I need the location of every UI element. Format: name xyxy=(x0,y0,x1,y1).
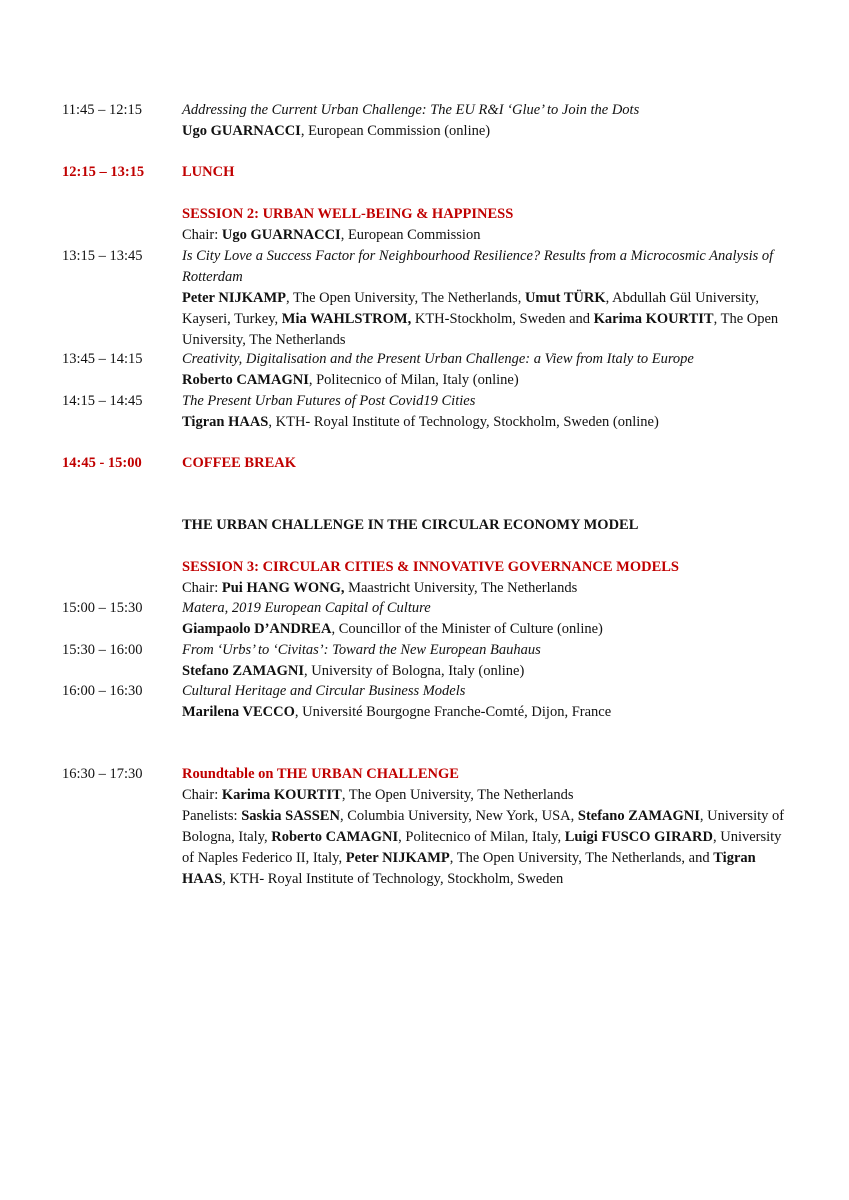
panelist-affiliation: , KTH- Royal Institute of Technology, Stockholm, Sweden xyxy=(222,871,564,887)
panelist-name: Peter NIJKAMP xyxy=(345,850,450,866)
chair-name: Karima KOURTIT xyxy=(221,787,342,803)
speaker-name: Tigran HAAS xyxy=(182,414,269,430)
chair-line xyxy=(182,578,822,599)
time-slot: 16:30 – 17:30 xyxy=(62,766,143,782)
speaker-affiliation: , University of Bologna, Italy (online) xyxy=(304,663,525,679)
speaker-line xyxy=(182,121,792,142)
panelist-name: Luigi FUSCO GIRARD xyxy=(564,829,713,845)
chair-affiliation: Maastricht University, The Netherlands xyxy=(344,580,578,596)
speaker-line xyxy=(182,619,792,640)
item-content xyxy=(182,349,792,391)
time-slot: 12:15 – 13:15 xyxy=(62,164,145,180)
talk-title: Matera, 2019 European Capital of Culture xyxy=(182,600,431,616)
time-slot: 15:30 – 16:00 xyxy=(62,642,143,658)
item-content xyxy=(182,764,792,890)
speaker-affiliation: , The Open University, The Netherlands, xyxy=(286,290,525,306)
talk-title: Is City Love a Success Factor for Neighbourhood Resilience? Results from a Microcosmic Analysis of Rotterdam xyxy=(182,248,774,285)
chair-prefix: Chair: xyxy=(182,787,222,803)
panelists-prefix: Panelists: xyxy=(182,808,242,824)
speaker-affiliation: , The Open University, The Netherlands xyxy=(182,311,779,348)
speaker-name: Stefano ZAMAGNI xyxy=(182,663,305,679)
time-slot: 14:15 – 14:45 xyxy=(62,393,143,409)
time-slot: 14:45 - 15:00 xyxy=(62,455,142,471)
speaker-name: Roberto CAMAGNI xyxy=(182,372,309,388)
speaker-affiliation: , Politecnico of Milan, Italy (online) xyxy=(308,372,519,388)
roundtable-prefix: Roundtable on xyxy=(182,766,277,782)
chair-line xyxy=(182,225,792,246)
session-title: SESSION 3: CIRCULAR CITIES & INNOVATIVE GOVERNANCE MODELS xyxy=(182,559,679,575)
chair-name: Pui HANG WONG, xyxy=(221,580,345,596)
item-content xyxy=(182,640,792,682)
speaker-affiliation: , KTH- Royal Institute of Technology, Stockholm, Sweden (online) xyxy=(268,414,659,430)
item-content xyxy=(182,100,792,142)
chair-affiliation: , European Commission xyxy=(340,227,481,243)
break-label: COFFEE BREAK xyxy=(182,455,296,471)
speaker-affiliation: , Université Bourgogne Franche-Comté, Dijon, France xyxy=(294,704,612,720)
chair-prefix: Chair: xyxy=(182,227,222,243)
panelist-affiliation: , Politecnico of Milan, Italy, xyxy=(398,829,565,845)
chair-prefix: Chair: xyxy=(182,580,222,596)
session-title: SESSION 2: URBAN WELL-BEING & HAPPINESS xyxy=(182,206,514,222)
speaker-name: Marilena VECCO xyxy=(182,704,295,720)
chair-affiliation: , The Open University, The Netherlands xyxy=(341,787,574,803)
panelist-affiliation: , Columbia University, New York, USA, xyxy=(339,808,578,824)
speaker-name: Peter NIJKAMP xyxy=(182,290,287,306)
speaker-line xyxy=(182,702,792,723)
item-content xyxy=(182,246,792,351)
time-slot: 15:00 – 15:30 xyxy=(62,600,143,616)
panelist-affiliation: , The Open University, The Netherlands, and xyxy=(449,850,714,866)
item-content xyxy=(182,391,792,433)
speaker-name: Ugo GUARNACCI xyxy=(182,123,301,139)
talk-title: The Present Urban Futures of Post Covid19 Cities xyxy=(182,393,476,409)
speaker-affiliation: , Abdullah Gül University, Kayseri, Turkey, xyxy=(182,290,759,327)
panelist-name: Stefano ZAMAGNI xyxy=(577,808,700,824)
time-slot: 13:45 – 14:15 xyxy=(62,351,143,367)
roundtable-title xyxy=(182,764,792,785)
chair-name: Ugo GUARNACCI xyxy=(221,227,341,243)
speaker-line xyxy=(182,661,792,682)
speaker-line xyxy=(182,412,792,433)
panelist-name: Tigran HAAS xyxy=(182,850,756,887)
part-title: THE URBAN CHALLENGE IN THE CIRCULAR ECONOMY MODEL xyxy=(182,517,639,533)
panelist-name: Saskia SASSEN xyxy=(241,808,340,824)
speaker-name: Mia WAHLSTROM, xyxy=(281,311,412,327)
speaker-line xyxy=(182,288,792,351)
panelists-line xyxy=(182,806,792,890)
panelist-affiliation: , University of Naples Federico II, Italy, xyxy=(182,829,782,866)
item-content xyxy=(182,681,792,723)
speaker-name: Giampaolo D’ANDREA xyxy=(182,621,332,637)
talk-title: Addressing the Current Urban Challenge: The EU R&I ‘Glue’ to Join the Dots xyxy=(182,102,640,118)
chair-line xyxy=(182,785,792,806)
item-content xyxy=(182,598,792,640)
talk-title: Cultural Heritage and Circular Business Models xyxy=(182,683,466,699)
speaker-affiliation: , Councillor of the Minister of Culture (online) xyxy=(331,621,603,637)
talk-title: From ‘Urbs’ to ‘Civitas’: Toward the New European Bauhaus xyxy=(182,642,541,658)
talk-title: Creativity, Digitalisation and the Present Urban Challenge: a View from Italy to Europe xyxy=(182,351,694,367)
time-slot: 16:00 – 16:30 xyxy=(62,683,143,699)
break-label: LUNCH xyxy=(182,164,235,180)
panelist-name: Roberto CAMAGNI xyxy=(271,829,399,845)
time-slot: 11:45 – 12:15 xyxy=(62,102,143,118)
speaker-name: Karima KOURTIT xyxy=(593,311,714,327)
speaker-line xyxy=(182,370,792,391)
speaker-affiliation: , European Commission (online) xyxy=(300,123,491,139)
roundtable-topic: THE URBAN CHALLENGE xyxy=(276,766,459,782)
time-slot: 13:15 – 13:45 xyxy=(62,248,143,264)
panelist-affiliation: , University of Bologna, Italy, xyxy=(182,808,785,845)
speaker-affiliation: KTH-Stockholm, Sweden and xyxy=(411,311,594,327)
speaker-name: Umut TÜRK xyxy=(524,290,606,306)
